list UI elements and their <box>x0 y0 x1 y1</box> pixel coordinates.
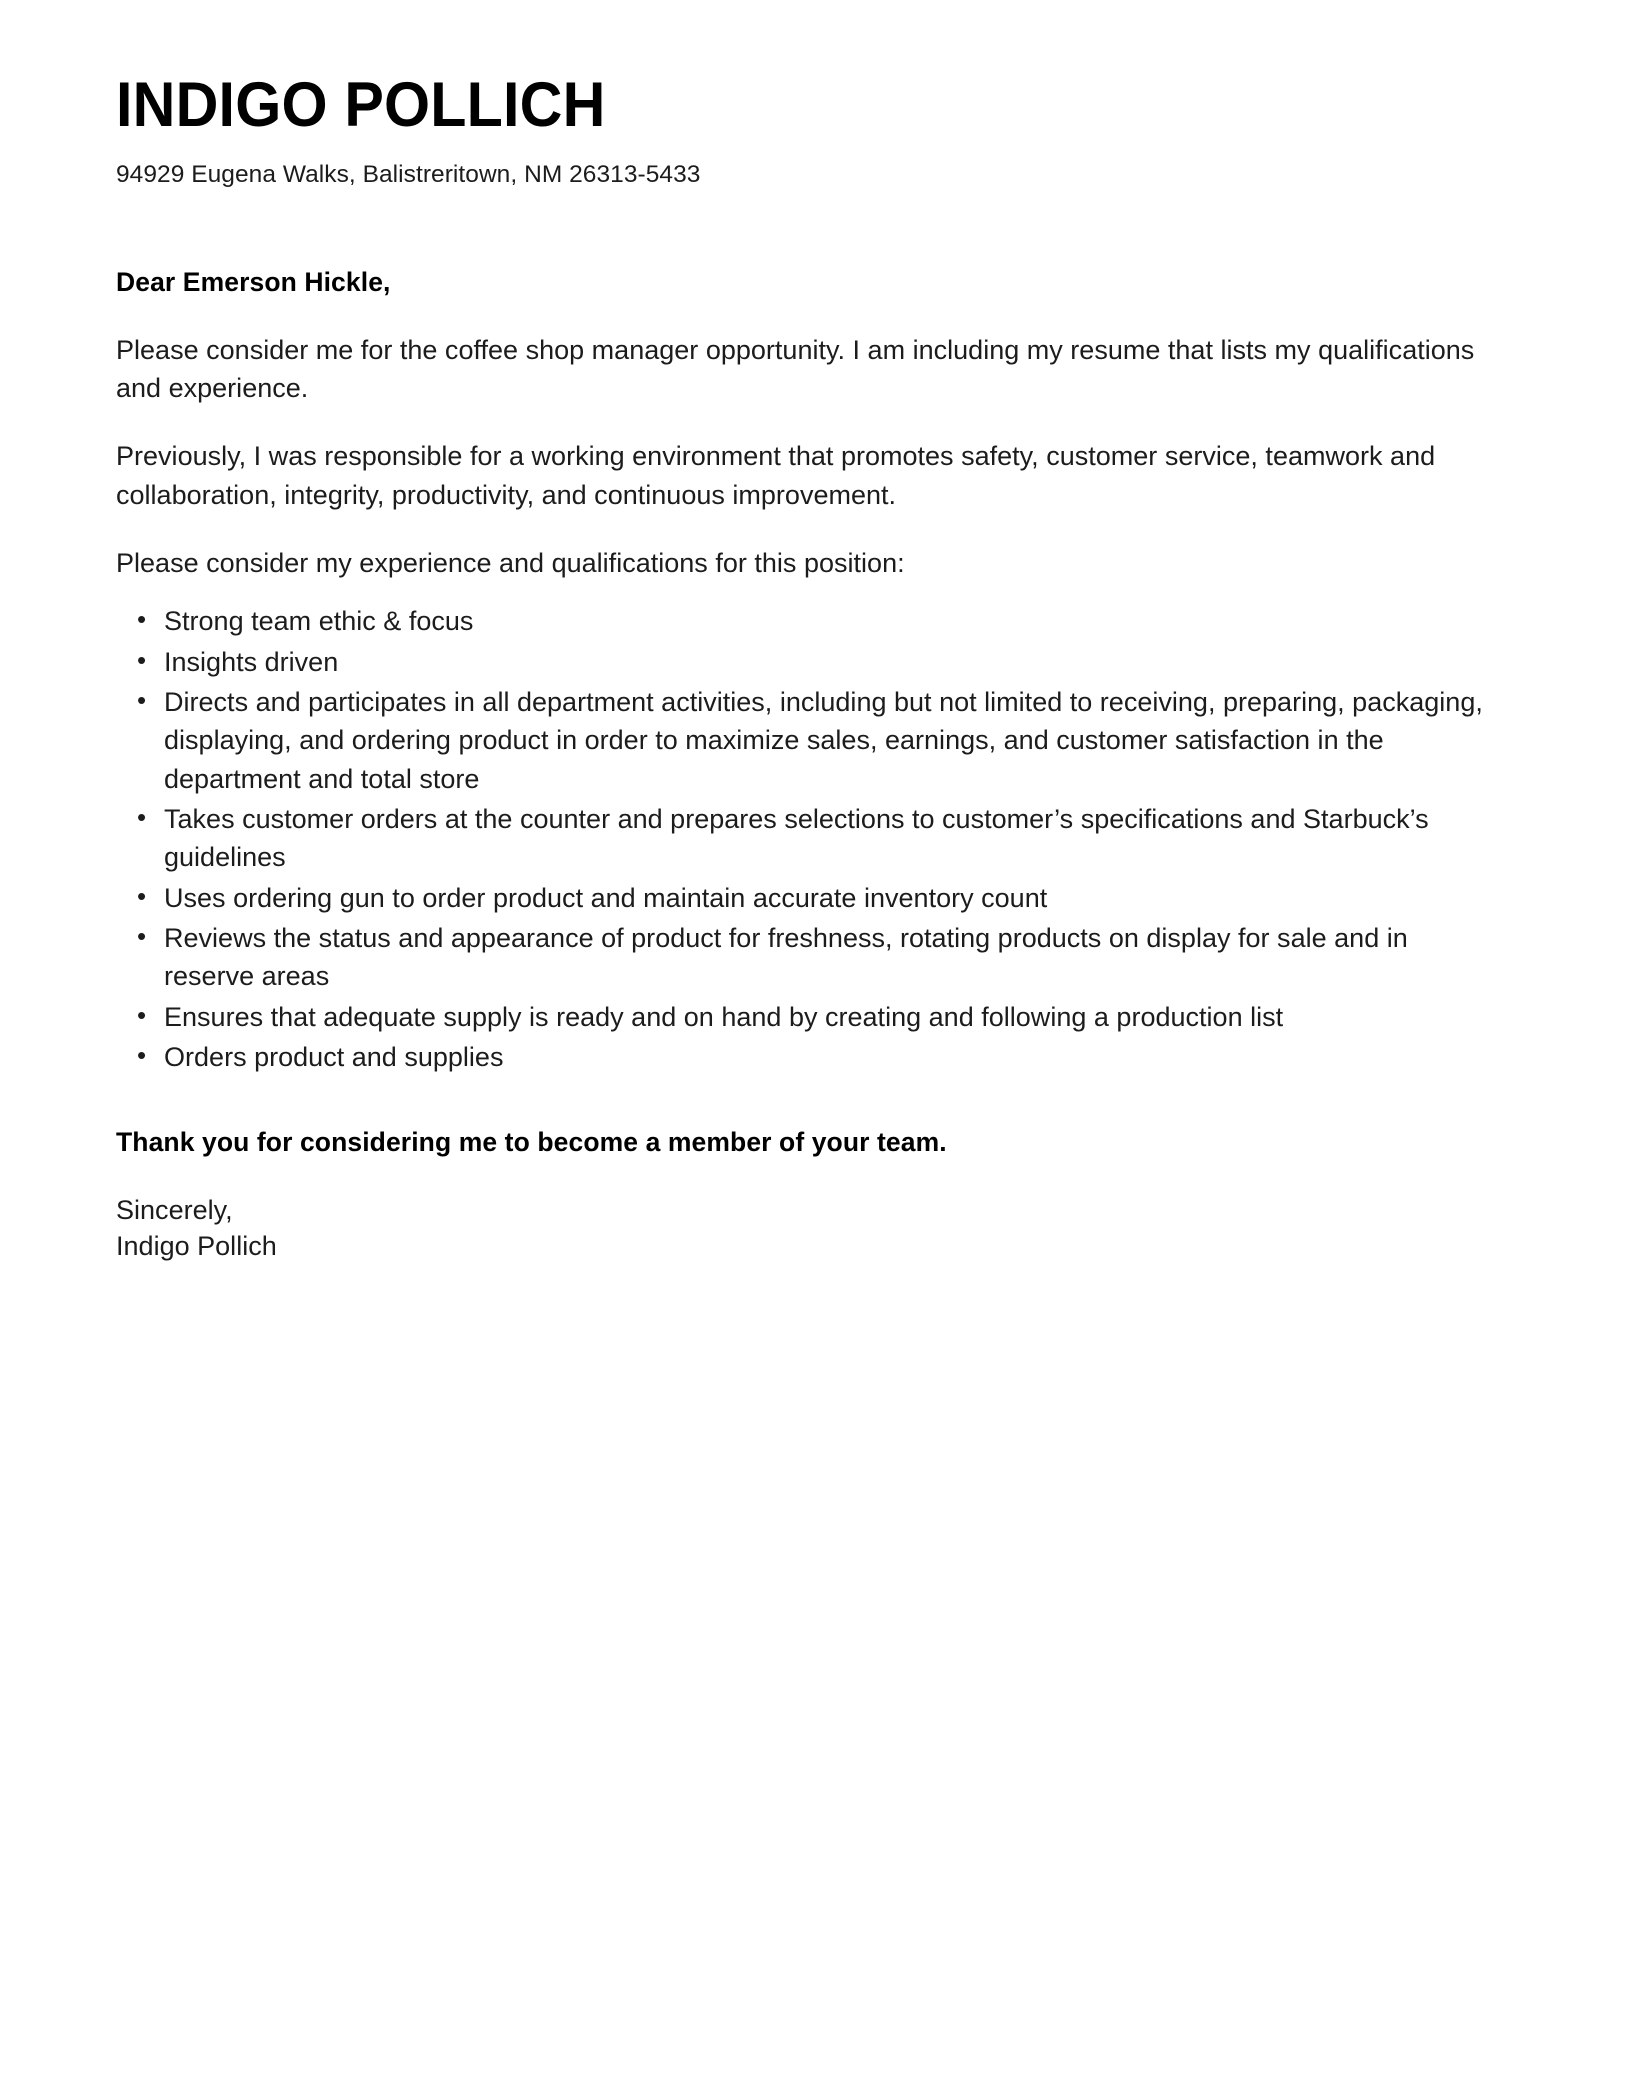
list-item: • Ensures that adequate supply is ready and on hand by creating and following a production list <box>116 998 1496 1036</box>
applicant-name: INDIGO POLLICH <box>116 70 606 140</box>
salutation: Dear Emerson Hickle, <box>116 266 391 297</box>
list-item: • Uses ordering gun to order product and maintain accurate inventory count <box>116 879 1496 917</box>
body-paragraph-2: Previously, I was responsible for a working environment that promotes safety, customer service, teamwork and collaboration, integrity, productivity, and continuous improvement. <box>116 441 1436 510</box>
list-item: • Insights driven <box>116 643 1496 681</box>
signature-name: Indigo Pollich <box>116 1231 277 1261</box>
applicant-address: 94929 Eugena Walks, Balistreritown, NM 26313-5433 <box>116 161 701 189</box>
body-paragraph-1: Please consider me for the coffee shop manager opportunity. I am including my resume that lists my qualifications and experience. <box>116 334 1475 404</box>
list-item: • Strong team ethic & focus <box>116 602 1496 640</box>
list-item: • Takes customer orders at the counter and prepares selections to customer’s specifications and Starbuck’s guidelines <box>116 800 1496 877</box>
letter-header <box>116 72 1496 191</box>
list-item: • Reviews the status and appearance of product for freshness, rotating products on display for sale and in reserve areas <box>116 919 1496 996</box>
signoff: Sincerely, <box>116 1195 233 1226</box>
letter-content <box>116 72 1496 1265</box>
qualifications-list <box>116 602 1496 1076</box>
signature-block <box>116 1193 1496 1265</box>
closing-statement: Thank you for considering me to become a member of your team. <box>116 1127 947 1158</box>
list-item: • Directs and participates in all department activities, including but not limited to receiving, preparing, packaging, displaying, and ordering product in order to maximize sales, earnings, and customer satisfaction in the department and total store <box>116 683 1496 798</box>
body-paragraph-3: Please consider my experience and qualifications for this position: <box>116 548 905 579</box>
list-item: • Orders product and supplies <box>116 1038 1496 1076</box>
